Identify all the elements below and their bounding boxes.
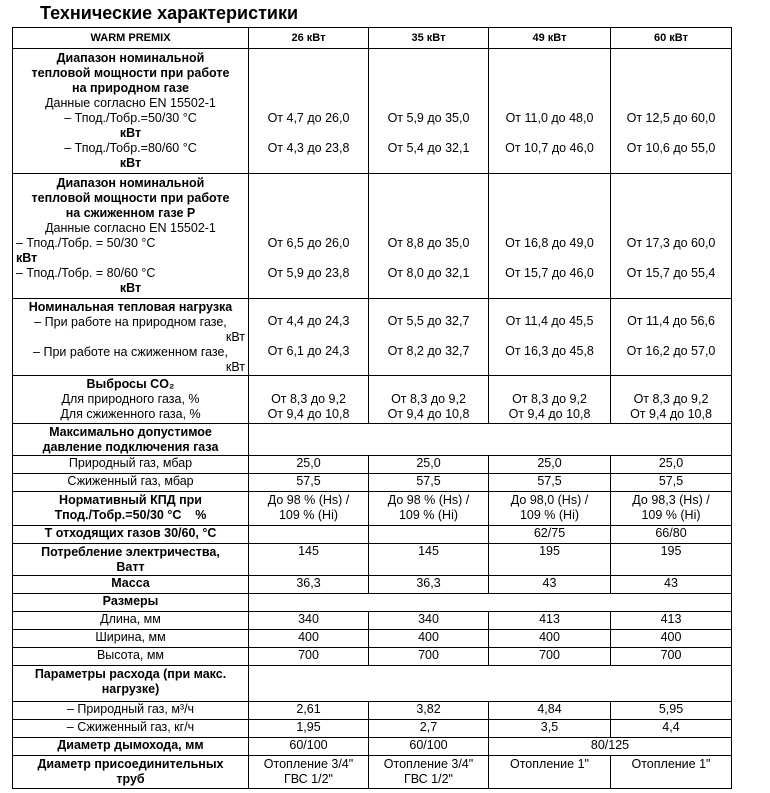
efficiency-unit: % [195, 508, 207, 522]
label-line: Данные согласно EN 15502-1 [45, 221, 216, 235]
value-cell [249, 376, 369, 424]
value-cell: 60/100 [369, 738, 489, 756]
value-cell [369, 299, 489, 376]
table-row [13, 299, 732, 376]
value-cell [249, 49, 369, 174]
label-line: Потребление электричества, [41, 545, 220, 559]
value-cell [249, 756, 369, 789]
value-line: От 6,1 до 24,3 [267, 344, 350, 358]
value-cell: 5,95 [611, 702, 732, 720]
value-line: От 15,7 до 46,0 [505, 266, 594, 280]
label-line: на сжиженном газе Р [65, 206, 196, 220]
value-cell: 4,4 [611, 720, 732, 738]
value-cell: 700 [489, 648, 611, 666]
page-title: Технические характеристики [40, 3, 299, 23]
row-label-co2 [13, 376, 249, 424]
value-line: 109 % (Hi) [278, 508, 339, 522]
value-cell [369, 756, 489, 789]
row-label-ng-pressure: Природный газ, мбар [13, 456, 249, 474]
table-row [13, 492, 732, 526]
label-line: Диапазон номинальной [56, 51, 205, 65]
value-cell [489, 49, 611, 174]
value-cell: 25,0 [249, 456, 369, 474]
value-cell: 62/75 [489, 526, 611, 544]
label-line: Данные согласно EN 15502-1 [45, 96, 216, 110]
value-line: От 16,2 до 57,0 [626, 344, 716, 358]
value-line: От 4,3 до 23,8 [267, 141, 350, 155]
value-cell: 340 [369, 612, 489, 630]
value-cell [611, 49, 732, 174]
value-cell: 400 [489, 630, 611, 648]
row-label-flow [13, 666, 249, 702]
value-cell: 195 [489, 544, 611, 576]
label-line: Ватт [116, 560, 145, 574]
table-row [13, 526, 732, 544]
value-cell: 60/100 [249, 738, 369, 756]
table-row [13, 376, 732, 424]
value-line: От 8,3 до 9,2 [633, 392, 709, 406]
value-cell: 2,7 [369, 720, 489, 738]
table-row [13, 544, 732, 576]
label-line: – Тпод./Тобр.=80/60 °C [64, 141, 197, 155]
value-cell: 1,95 [249, 720, 369, 738]
value-cell [489, 299, 611, 376]
value-cell: 43 [489, 576, 611, 594]
value-cell: 413 [611, 612, 732, 630]
value-cell [611, 376, 732, 424]
value-cell: 3,5 [489, 720, 611, 738]
value-line: До 98,3 (Hs) / [632, 493, 710, 507]
value-cell [611, 756, 732, 789]
value-cell: 25,0 [369, 456, 489, 474]
value-line: От 10,7 до 46,0 [505, 141, 594, 155]
label-line: кВт [16, 251, 38, 265]
label-line: Диаметр присоединительных [37, 757, 224, 771]
value-line: От 11,4 до 45,5 [505, 314, 594, 328]
row-label-ng-flow: – Природный газ, м³/ч [13, 702, 249, 720]
row-label-length: Длина, мм [13, 612, 249, 630]
table-row [13, 702, 732, 720]
value-line: До 98,0 (Hs) / [510, 493, 589, 507]
header-col-49: 49 кВт [489, 28, 611, 49]
row-label-pipes [13, 756, 249, 789]
value-line: От 8,3 до 9,2 [271, 392, 346, 406]
value-cell: 57,5 [369, 474, 489, 492]
label-line: кВт [225, 330, 245, 344]
row-label-dims: Размеры [13, 594, 249, 612]
label-line: на природном газе [72, 81, 189, 95]
value-cell [249, 174, 369, 299]
value-line: ГВС 1/2" [283, 772, 333, 786]
header-model: WARM PREMIX [13, 28, 249, 49]
row-label-gas-pressure [13, 424, 249, 456]
row-label-ng-power [13, 49, 249, 174]
value-line: От 5,9 до 23,8 [267, 266, 350, 280]
value-line: От 11,4 до 56,6 [627, 314, 715, 328]
label-line: тепловой мощности при работе [31, 66, 230, 80]
value-cell: 80/125 [489, 738, 732, 756]
value-cell [249, 492, 369, 526]
label-line: Максимально допустимое [49, 425, 212, 439]
table-row [13, 174, 732, 299]
value-line: От 4,7 до 26,0 [267, 111, 350, 125]
label-line: Диапазон номинальной [56, 176, 205, 190]
table-row [13, 666, 732, 702]
value-line: От 16,3 до 45,8 [505, 344, 594, 358]
value-line: 109 % (Hi) [641, 508, 701, 522]
label-line: Выбросы CO₂ [86, 377, 175, 391]
value-cell: 57,5 [611, 474, 732, 492]
value-cell [249, 299, 369, 376]
row-label-lpg-power [13, 174, 249, 299]
row-label-power-use [13, 544, 249, 576]
table-row [13, 424, 732, 456]
empty-cell [249, 424, 732, 456]
table-row [13, 738, 732, 756]
value-line: До 98 % (Hs) / [267, 493, 350, 507]
value-line: От 8,0 до 32,1 [387, 266, 470, 280]
table-row [13, 720, 732, 738]
value-line: От 8,2 до 32,7 [387, 344, 470, 358]
value-cell: 36,3 [369, 576, 489, 594]
empty-cell [249, 594, 732, 612]
label-line: кВт [119, 281, 142, 295]
label-line: труб [116, 772, 145, 786]
value-cell: 43 [611, 576, 732, 594]
table-row [13, 756, 732, 789]
label-line: кВт [119, 156, 142, 170]
header-col-26: 26 кВт [249, 28, 369, 49]
row-label-lpg-flow: – Сжиженный газ, кг/ч [13, 720, 249, 738]
value-line: Отопление 1" [631, 757, 711, 771]
value-cell: 400 [369, 630, 489, 648]
value-line: От 10,6 до 55,0 [626, 141, 716, 155]
value-cell: 3,82 [369, 702, 489, 720]
table-row [13, 612, 732, 630]
value-cell: 195 [611, 544, 732, 576]
empty-cell [249, 666, 732, 702]
label-line [16, 508, 245, 523]
label-line: кВт [225, 360, 245, 374]
table-row [13, 49, 732, 174]
row-label-mass: Масса [13, 576, 249, 594]
empty-cell [249, 526, 369, 544]
efficiency-temp: Тпод./Тобр.=50/30 °C [54, 508, 182, 522]
label-line: – Тпод./Тобр. = 80/60 °C [16, 266, 156, 280]
value-cell: 25,0 [489, 456, 611, 474]
value-cell [369, 492, 489, 526]
label-line: тепловой мощности при работе [31, 191, 230, 205]
row-label-lpg-pressure: Сжиженный газ, мбар [13, 474, 249, 492]
header-col-35: 35 кВт [369, 28, 489, 49]
value-cell: 36,3 [249, 576, 369, 594]
value-cell: 413 [489, 612, 611, 630]
table-row [13, 576, 732, 594]
value-cell: 2,61 [249, 702, 369, 720]
value-line: До 98 % (Hs) / [387, 493, 470, 507]
row-label-heat-load [13, 299, 249, 376]
label-line: Параметры расхода (при макс. [34, 667, 227, 681]
value-cell [611, 174, 732, 299]
value-line: ГВС 1/2" [403, 772, 453, 786]
table-row [13, 456, 732, 474]
value-cell: 340 [249, 612, 369, 630]
label-line: Номинальная тепловая нагрузка [28, 300, 233, 314]
value-cell [369, 174, 489, 299]
table-row [13, 648, 732, 666]
header-col-60: 60 кВт [611, 28, 732, 49]
value-line: От 5,4 до 32,1 [387, 141, 470, 155]
value-cell: 4,84 [489, 702, 611, 720]
value-line: От 4,4 до 24,3 [267, 314, 350, 328]
label-line: Нормативный КПД при [59, 493, 202, 507]
value-cell: 57,5 [489, 474, 611, 492]
row-label-flue-temp: Т отходящих газов 30/60, °C [13, 526, 249, 544]
value-cell [489, 174, 611, 299]
value-cell: 145 [249, 544, 369, 576]
value-cell: 66/80 [611, 526, 732, 544]
value-line: От 8,3 до 9,2 [512, 392, 587, 406]
value-line: От 17,3 до 60,0 [626, 236, 716, 250]
value-line: От 9,4 до 10,8 [267, 407, 350, 421]
value-cell: 400 [611, 630, 732, 648]
value-cell: 145 [369, 544, 489, 576]
value-cell [489, 492, 611, 526]
value-cell: 700 [611, 648, 732, 666]
value-line: От 8,3 до 9,2 [391, 392, 466, 406]
value-line: От 8,8 до 35,0 [387, 236, 470, 250]
value-line: От 9,4 до 10,8 [630, 407, 712, 421]
label-line: кВт [119, 126, 142, 140]
value-line: От 5,9 до 35,0 [387, 111, 470, 125]
label-line: давление подключения газа [42, 440, 219, 454]
value-line: Отопление 1" [510, 757, 589, 771]
value-cell [489, 756, 611, 789]
value-line: 109 % (Hi) [398, 508, 459, 522]
value-cell [611, 492, 732, 526]
value-line: От 15,7 до 55,4 [626, 266, 716, 280]
table-row [13, 630, 732, 648]
label-line: Для сжиженного газа, % [60, 407, 201, 421]
empty-cell [369, 526, 489, 544]
row-label-height: Высота, мм [13, 648, 249, 666]
value-line: От 9,4 до 10,8 [508, 407, 591, 421]
table-header-row [13, 28, 732, 49]
label-line: – При работе на сжиженном газе, [33, 345, 228, 359]
table-row [13, 594, 732, 612]
label-line: нагрузке) [101, 682, 160, 696]
label-line: – Тпод./Тобр. = 50/30 °C [16, 236, 156, 250]
value-line: От 11,0 до 48,0 [505, 111, 594, 125]
value-cell: 700 [369, 648, 489, 666]
value-cell: 57,5 [249, 474, 369, 492]
label-line: Для природного газа, % [61, 392, 200, 406]
row-label-efficiency [13, 492, 249, 526]
value-cell: 400 [249, 630, 369, 648]
label-line: – Тпод./Тобр.=50/30 °C [64, 111, 197, 125]
value-line: Отопление 3/4" [383, 757, 474, 771]
specs-table [12, 27, 732, 789]
label-line: – При работе на природном газе, [34, 315, 227, 329]
table-row [13, 474, 732, 492]
row-label-width: Ширина, мм [13, 630, 249, 648]
value-line: От 12,5 до 60,0 [626, 111, 716, 125]
value-line: От 5,5 до 32,7 [387, 314, 470, 328]
value-line: От 6,5 до 26,0 [267, 236, 350, 250]
value-cell [369, 49, 489, 174]
value-line: Отопление 3/4" [263, 757, 354, 771]
value-cell [369, 376, 489, 424]
value-cell [489, 376, 611, 424]
value-line: От 9,4 до 10,8 [387, 407, 470, 421]
row-label-flue-diameter: Диаметр дымохода, мм [13, 738, 249, 756]
value-cell [611, 299, 732, 376]
value-line: 109 % (Hi) [519, 508, 580, 522]
value-line: От 16,8 до 49,0 [505, 236, 594, 250]
value-cell: 700 [249, 648, 369, 666]
value-cell: 25,0 [611, 456, 732, 474]
